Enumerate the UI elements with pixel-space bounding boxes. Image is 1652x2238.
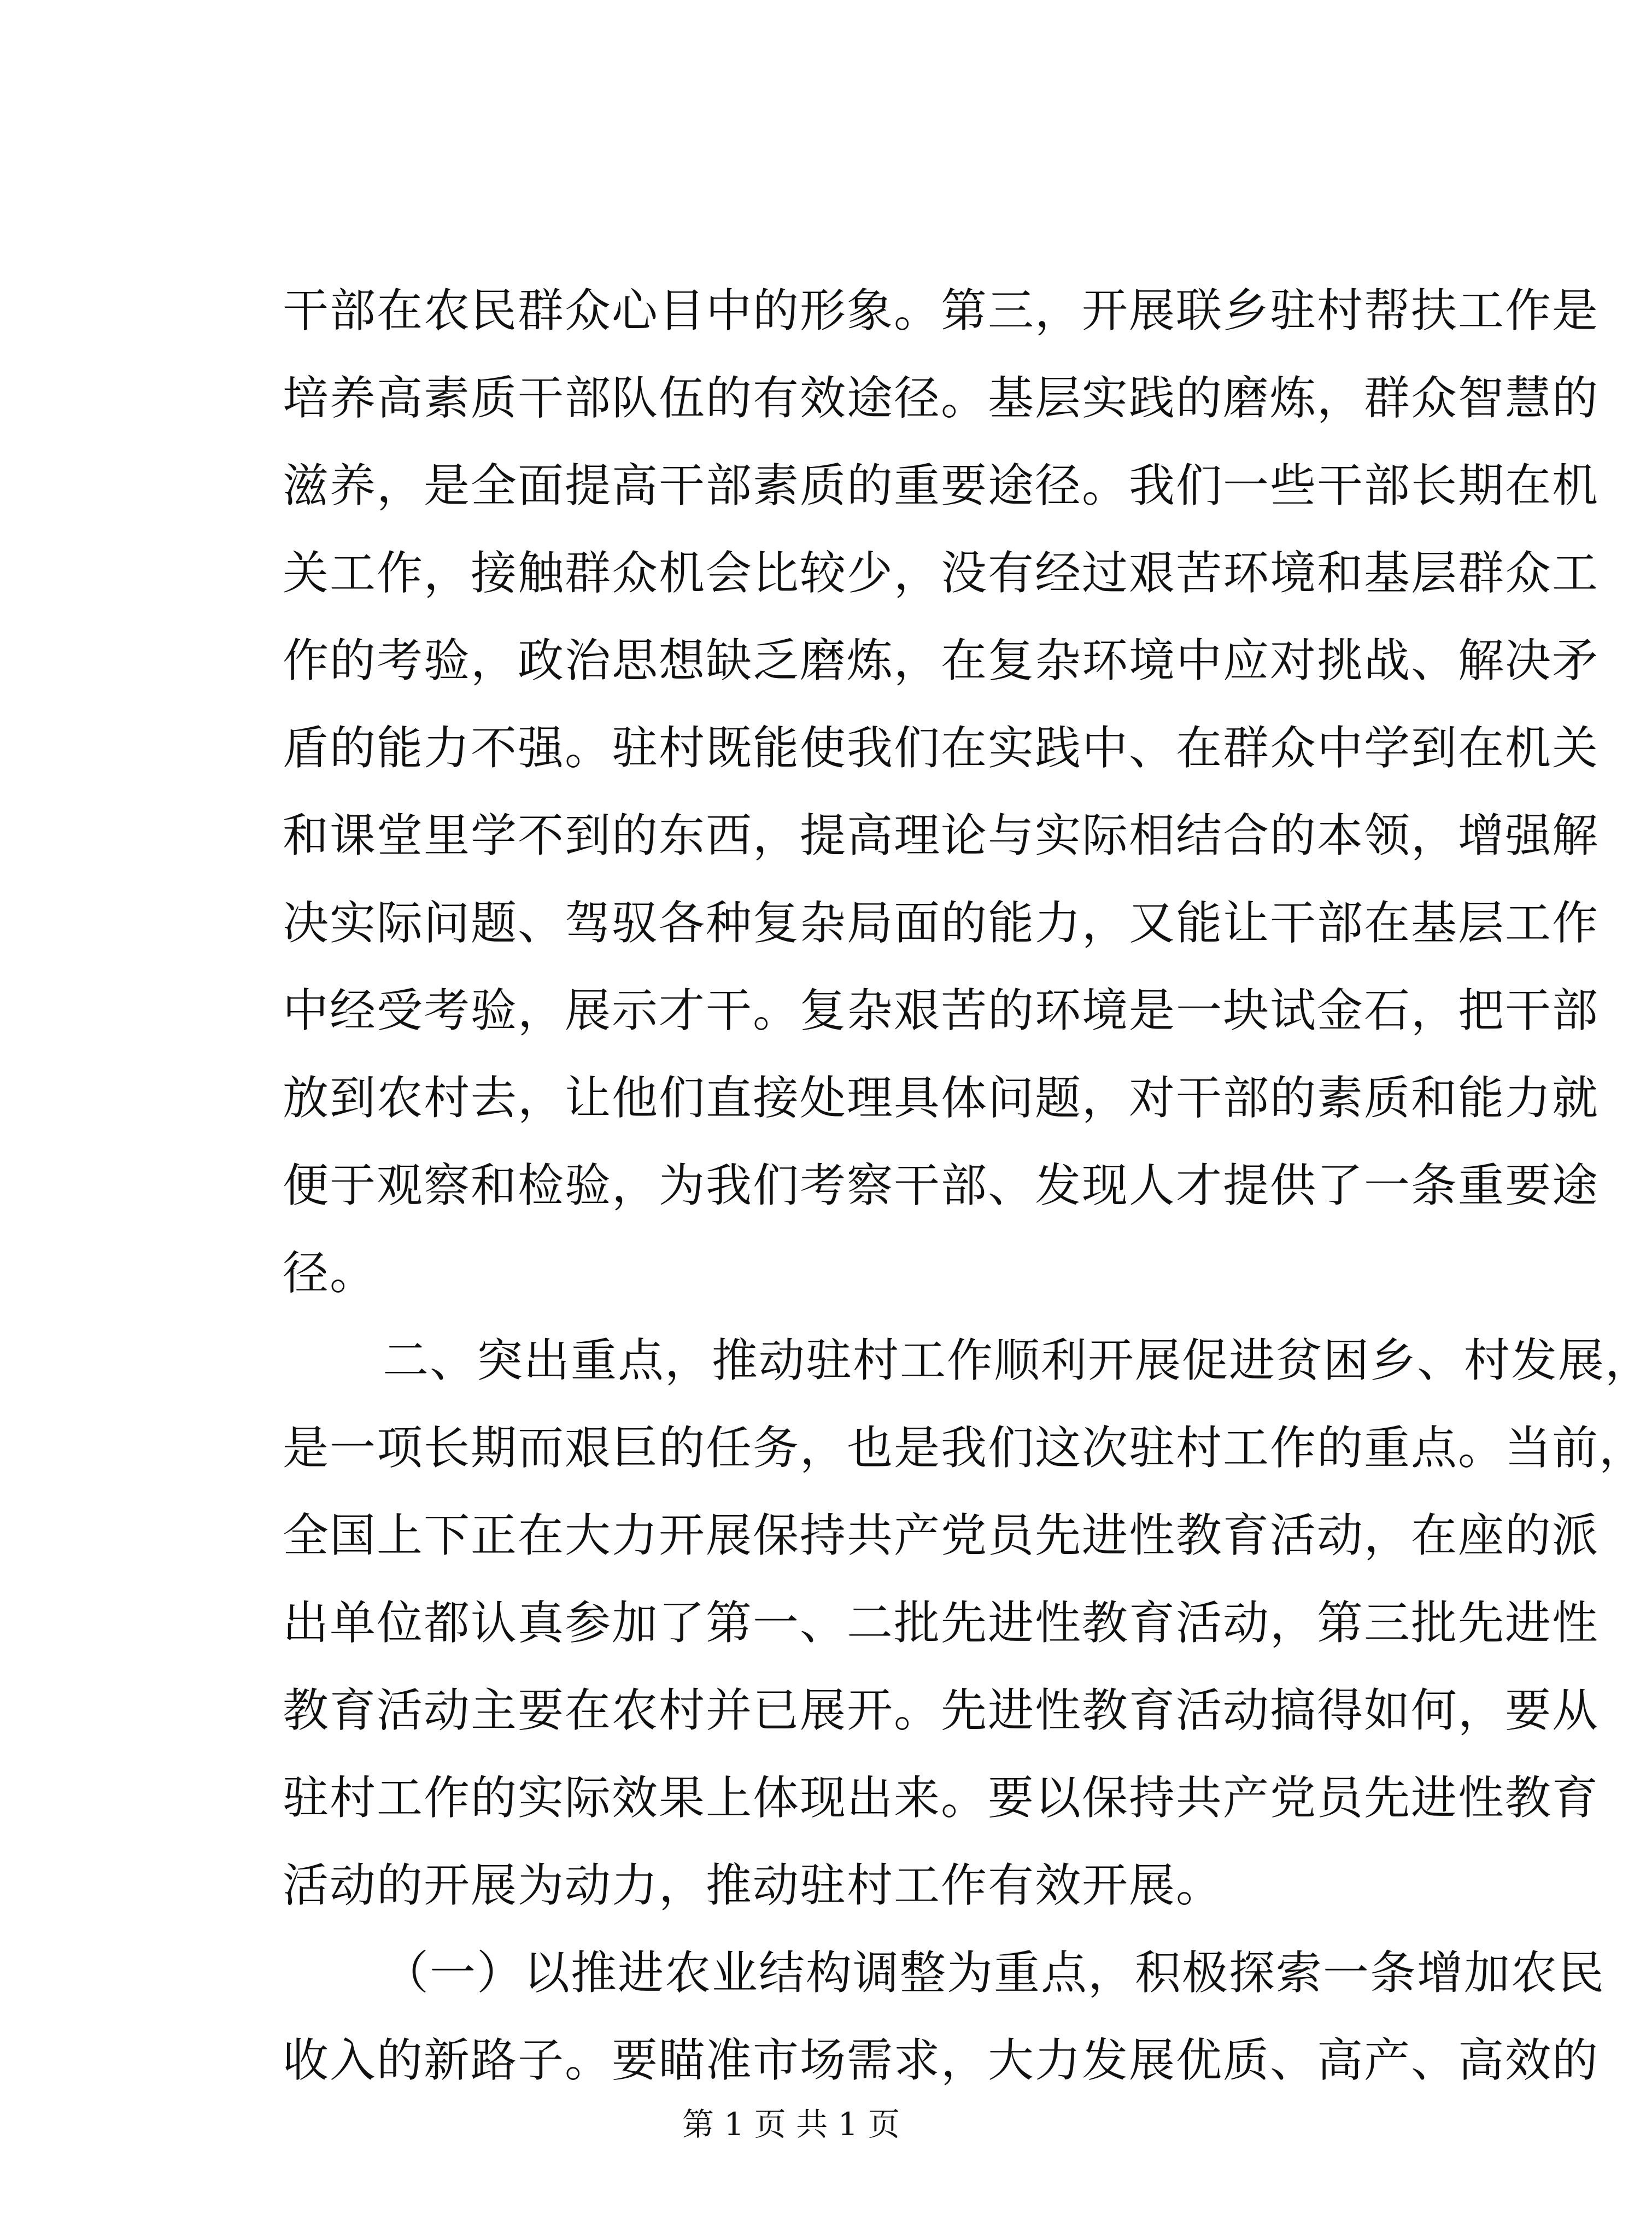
text-line-10: 放到农村去，让他们直接处理具体问题，对干部的素质和能力就 [283, 1071, 1600, 1125]
text-line-16: 出单位都认真参加了第一、二批先进性教育活动，第三批先进性 [283, 1596, 1600, 1650]
text-line-19: 活动的开展为动力，推动驻村工作有效开展。 [283, 1859, 1223, 1912]
text-line-5: 作的考验，政治思想缺乏磨炼，在复杂环境中应对挑战、解决矛 [283, 634, 1600, 687]
text-line-14: 是一项长期而艰巨的任务，也是我们这次驻村工作的重点。当前， [283, 1421, 1647, 1475]
text-line-21: 收入的新路子。要瞄准市场需求，大力发展优质、高产、高效的 [283, 2034, 1600, 2087]
text-line-11: 便于观察和检验，为我们考察干部、发现人才提供了一条重要途 [283, 1159, 1600, 1212]
text-line-9: 中经受考验，展示才干。复杂艰苦的环境是一块试金石，把干部 [283, 984, 1600, 1037]
text-line-6: 盾的能力不强。驻村既能使我们在实践中、在群众中学到在机关 [283, 721, 1600, 775]
text-line-13: 二、突出重点，推动驻村工作顺利开展促进贫困乡、村发展， [383, 1334, 1652, 1387]
text-line-3: 滋养，是全面提高干部素质的重要途径。我们一些干部长期在机 [283, 459, 1600, 512]
page-footer: 第 1 页 共 1 页 [682, 2106, 900, 2143]
text-line-18: 驻村工作的实际效果上体现出来。要以保持共产党员先进性教育 [283, 1771, 1600, 1825]
text-line-1: 干部在农民群众心目中的形象。第三，开展联乡驻村帮扶工作是 [283, 284, 1600, 337]
text-line-12: 径。 [283, 1246, 377, 1300]
text-line-2: 培养高素质干部队伍的有效途径。基层实践的磨炼，群众智慧的 [283, 371, 1600, 425]
text-line-8: 决实际问题、驾驭各种复杂局面的能力，又能让干部在基层工作 [283, 896, 1600, 950]
text-line-20: （一）以推进农业结构调整为重点，积极探索一条增加农民 [383, 1946, 1606, 2000]
text-line-17: 教育活动主要在农村并已展开。先进性教育活动搞得如何，要从 [283, 1684, 1600, 1737]
text-line-7: 和课堂里学不到的东西，提高理论与实际相结合的本领，增强解 [283, 809, 1600, 862]
text-line-15: 全国上下正在大力开展保持共产党员先进性教育活动，在座的派 [283, 1509, 1600, 1562]
text-line-4: 关工作，接触群众机会比较少，没有经过艰苦环境和基层群众工 [283, 546, 1600, 600]
